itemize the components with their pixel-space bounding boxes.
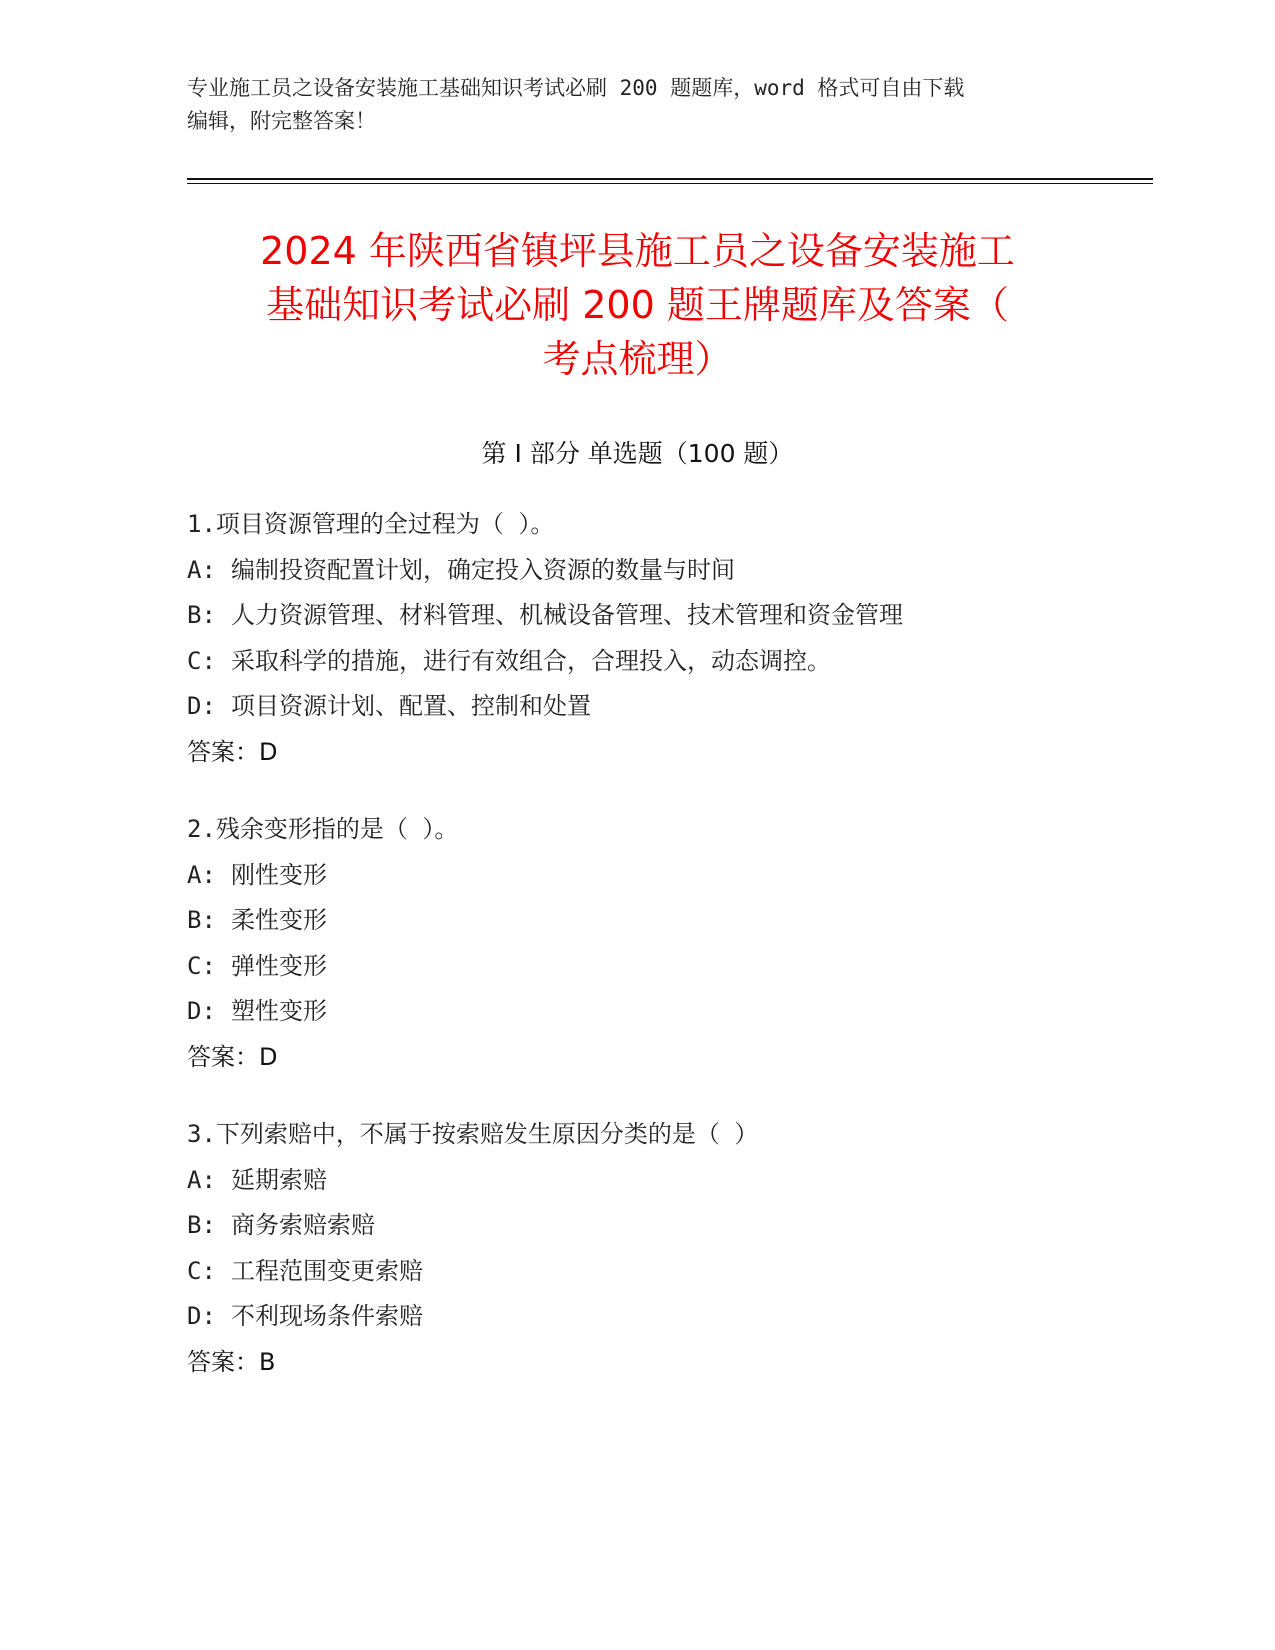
option-d	[187, 1294, 1147, 1340]
option-d	[187, 989, 1147, 1035]
document-title-line-3: 考点梳理）	[542, 337, 733, 381]
option-text: 塑性变形	[231, 997, 327, 1025]
question-1	[187, 502, 1147, 775]
question-3	[187, 1112, 1147, 1385]
document-title	[150, 224, 1125, 386]
option-text: 弹性变形	[231, 951, 327, 980]
option-c	[187, 1249, 1147, 1295]
option-text: 编制投资配置计划，确定投入资源的数量与时间	[231, 555, 735, 584]
option-a	[187, 1158, 1147, 1204]
option-letter: A:	[187, 1165, 216, 1194]
option-text: 人力资源管理、材料管理、机械设备管理、技术管理和资金管理	[231, 601, 903, 629]
option-text: 项目资源计划、配置、控制和处置	[231, 692, 591, 720]
option-c	[187, 639, 1147, 685]
answer: 答案：B	[187, 1347, 276, 1376]
document-title-line-2: 基础知识考试必刷 200 题王牌题库及答案（	[266, 283, 1009, 327]
question-stem: 1.项目资源管理的全过程为（ ）。	[187, 510, 555, 538]
option-a	[187, 548, 1147, 594]
answer: 答案：D	[187, 1042, 278, 1071]
question-stem: 2.残余变形指的是（ ）。	[187, 815, 459, 843]
header-divider-thick	[187, 178, 1153, 180]
answer: 答案：D	[187, 737, 278, 766]
header-note-line-2: 编辑，附完整答案！	[187, 109, 376, 133]
option-text: 工程范围变更索赔	[231, 1256, 423, 1285]
section-title: 第 I 部分 单选题（100 题）	[481, 439, 794, 468]
option-letter: D:	[187, 997, 216, 1025]
option-text: 采取科学的措施，进行有效组合，合理投入，动态调控。	[231, 646, 831, 675]
option-text: 柔性变形	[231, 906, 327, 934]
option-text: 不利现场条件索赔	[231, 1302, 423, 1330]
option-b	[187, 1203, 1147, 1249]
question-stem: 3.下列索赔中，不属于按索赔发生原因分类的是（ ）	[187, 1120, 759, 1148]
option-letter: C:	[187, 951, 216, 980]
option-letter: B:	[187, 601, 216, 629]
option-letter: C:	[187, 646, 216, 675]
option-b	[187, 593, 1147, 639]
option-letter: B:	[187, 906, 216, 934]
option-letter: C:	[187, 1256, 216, 1285]
question-2	[187, 807, 1147, 1080]
option-b	[187, 898, 1147, 944]
header-divider-thin	[187, 183, 1153, 184]
option-a	[187, 853, 1147, 899]
header-note	[187, 72, 1067, 138]
option-c	[187, 944, 1147, 990]
option-letter: B:	[187, 1211, 216, 1239]
header-note-line-1: 专业施工员之设备安装施工基础知识考试必刷 200 题题库，word 格式可自由下载	[187, 76, 965, 100]
option-d	[187, 684, 1147, 730]
option-letter: A:	[187, 555, 216, 584]
document-title-line-1: 2024 年陕西省镇坪县施工员之设备安装施工	[260, 229, 1015, 273]
option-text: 刚性变形	[231, 860, 327, 889]
option-text: 延期索赔	[231, 1165, 327, 1194]
option-letter: A:	[187, 860, 216, 889]
option-letter: D:	[187, 692, 216, 720]
option-letter: D:	[187, 1302, 216, 1330]
option-text: 商务索赔索赔	[231, 1211, 375, 1239]
